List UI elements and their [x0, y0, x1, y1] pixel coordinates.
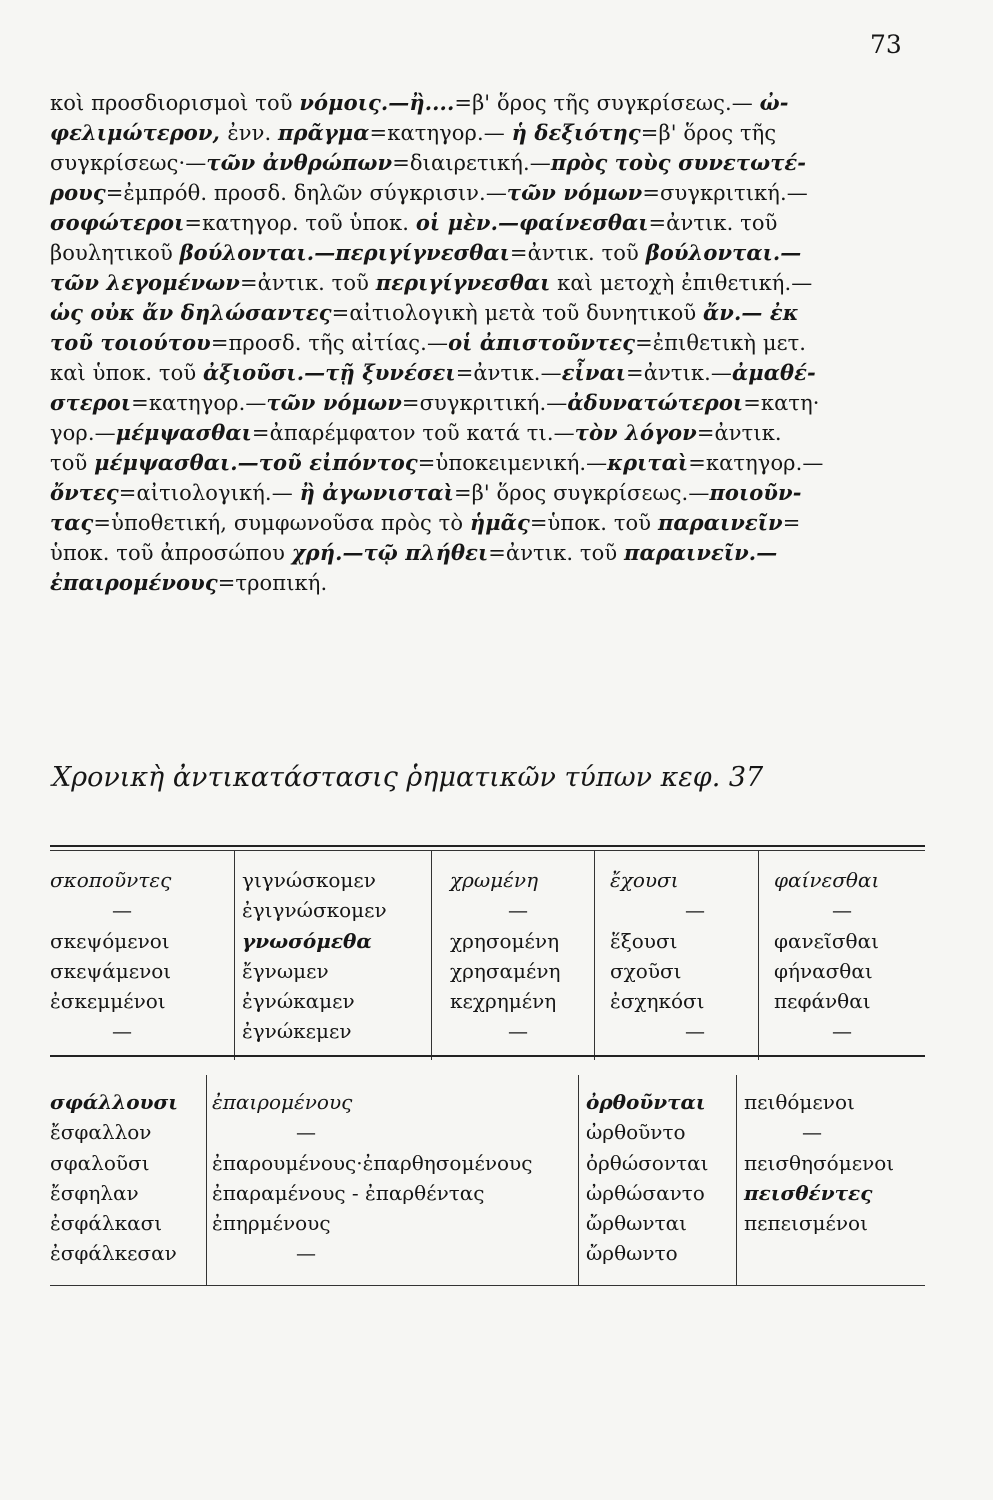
cited-word: ἐπαιρομένους: [50, 570, 218, 595]
cited-word: βούλονται.—περιγίγνεσθαι: [179, 240, 510, 265]
table-cell: σχοῦσι: [610, 958, 682, 983]
text-segment: =ἀντικ.: [696, 421, 782, 445]
table-cell: ἐπαιρομένους: [212, 1090, 353, 1114]
table-cell: χρησομένη: [450, 928, 560, 953]
text-segment: =ὑποκ. τοῦ: [529, 511, 658, 535]
cited-word: τὸν λόγον: [574, 420, 697, 445]
cited-word: ρους: [50, 180, 106, 205]
table-cell: ὤρθωντο: [586, 1241, 678, 1266]
page-number: 73: [870, 30, 902, 59]
text-segment: =β' ὅρος τῆς: [640, 121, 777, 145]
cited-word: τῶν νόμων: [506, 180, 643, 205]
cited-word: σοφώτεροι: [50, 210, 185, 235]
table-cell: γνωσόμεθα: [242, 928, 372, 953]
text-line: [50, 118, 920, 148]
table-cell: ἐπαραμένους - ἐπαρθέντας: [212, 1180, 485, 1205]
cited-word: στεροι: [50, 390, 132, 415]
cited-word: ἢ ἀγωνισταὶ: [299, 480, 454, 505]
cited-word: πρὸς τοὺς συνετωτέ-: [550, 150, 807, 175]
text-line: [50, 508, 920, 538]
text-segment: =ἀντικ.—: [455, 361, 562, 385]
cited-word: ἡ δεξιότης: [511, 120, 641, 145]
cited-word: τῶν ἀνθρώπων: [206, 150, 393, 175]
text-segment: =ἐπιθετικὴ μετ.: [635, 331, 807, 355]
table-cell: σκεψόμενοι: [50, 928, 170, 953]
cited-word: ἀξιοῦσι.—τῇ ξυνέσει: [203, 360, 456, 385]
table-cell: —: [296, 1241, 316, 1266]
cited-word: ὄντες: [50, 480, 119, 505]
table-cell: —: [832, 1019, 852, 1044]
cited-word: ὡς οὐκ ἄν δηλώσαντες: [50, 300, 332, 325]
cited-word: τῶν λεγομένων: [50, 270, 240, 295]
table1-col-3: [450, 865, 561, 1047]
table-cell: γιγνώσκομεν: [242, 868, 376, 892]
table-cell: χρωμένη: [450, 868, 539, 892]
cited-word: ἀμαθέ-: [732, 360, 816, 385]
table-cell: ἐσχηκόσι: [610, 989, 705, 1014]
cited-word: τοῦ τοιούτου: [50, 330, 211, 355]
table-cell: ἐγνώκεμεν: [242, 1019, 352, 1044]
text-segment: καὶ μετοχὴ ἐπιθετική.—: [550, 271, 813, 295]
table1-col-1: [50, 865, 171, 1047]
cited-word: τῶν νόμων: [266, 390, 402, 415]
table-cell: πεπεισμένοι: [744, 1211, 868, 1236]
column-divider: [594, 850, 595, 1060]
text-segment: =προσδ. τῆς αἰτίας.—: [210, 331, 449, 355]
table-cell: ἐγιγνώσκομεν: [242, 898, 387, 923]
cited-word: ἀδυνατώτεροι: [567, 390, 744, 415]
text-line: [50, 238, 920, 268]
text-segment: =β' ὅρος τῆς συγκρίσεως.—: [454, 91, 760, 115]
text-line: [50, 88, 920, 118]
text-line: [50, 358, 920, 388]
cited-word: πρᾶγμα: [278, 120, 370, 145]
text-segment: =ὑποκειμενική.—: [417, 451, 608, 475]
cited-word: κριταὶ: [607, 450, 689, 475]
text-segment: =ἀπαρέμφατον τοῦ κατά τι.—: [251, 421, 575, 445]
table-cell: σκοποῦντες: [50, 868, 172, 892]
text-segment: =ὑποθετική, συμφωνοῦσα πρὸς τὸ: [93, 511, 470, 535]
table2-col-4: [744, 1087, 894, 1238]
table-cell: σφάλλουσι: [50, 1090, 178, 1114]
text-segment: =β' ὅρος συγκρίσεως.—: [453, 481, 710, 505]
table-cell: φανεῖσθαι: [774, 928, 879, 953]
text-segment: =ἐμπρόθ. προσδ. δηλῶν σύγκρισιν.—: [105, 181, 507, 205]
table-cell: ὤρθωνται: [586, 1211, 687, 1236]
table-rule-top-thin: [50, 850, 925, 851]
text-line: [50, 568, 920, 598]
table-rule-bottom: [50, 1285, 925, 1286]
table-cell: —: [685, 898, 705, 923]
text-segment: =ἀντικ. τοῦ: [648, 211, 778, 235]
column-divider: [736, 1075, 737, 1285]
table-rule-top: [50, 845, 925, 847]
table1-col-5: [774, 865, 879, 1047]
column-divider: [758, 850, 759, 1060]
section-title: Χρονικὴ ἀντικατάστασις ῥηματικῶν τύπων κεφ. 37: [52, 762, 764, 793]
table-cell: κεχρημένη: [450, 989, 557, 1014]
verb-table-2: [50, 1063, 925, 1291]
table-rule-bottom: [50, 1055, 925, 1057]
cited-word: βούλονται.—: [645, 240, 802, 265]
text-line: [50, 298, 920, 328]
column-divider: [578, 1075, 579, 1285]
table-cell: —: [832, 898, 852, 923]
table-cell: —: [112, 1019, 132, 1044]
table-cell: ὀρθώσονται: [586, 1150, 709, 1175]
text-line: [50, 418, 920, 448]
cited-word: ἄν.— ἐκ: [703, 300, 799, 325]
cited-word: παραινεῖν.—: [624, 540, 778, 565]
cited-word: νόμοις.—ἢ....: [299, 90, 455, 115]
text-segment: =αἰτιολογική.—: [118, 481, 300, 505]
table-cell: ἔσφηλαν: [50, 1180, 139, 1205]
table-cell: σκεψάμενοι: [50, 958, 172, 983]
text-segment: =συγκριτική.—: [642, 181, 808, 205]
text-segment: ὑποκ. τοῦ ἀπροσώπου: [50, 541, 292, 565]
text-segment: =ἀντικ.—: [626, 361, 733, 385]
cited-word: ἡμᾶς: [469, 510, 530, 535]
text-segment: καὶ ὑποκ. τοῦ: [50, 361, 204, 385]
table-cell: ὠρθώσαντο: [586, 1180, 705, 1205]
text-segment: =τροπική.: [217, 571, 328, 595]
cited-word: περιγίγνεσθαι: [375, 270, 551, 295]
table-cell: φαίνεσθαι: [774, 868, 880, 892]
text-line: [50, 478, 920, 508]
table-cell: πειθόμενοι: [744, 1090, 855, 1114]
table-cell: —: [685, 1019, 705, 1044]
table-cell: —: [802, 1120, 822, 1145]
table-cell: ἐπαρουμένους·ἐπαρθησομένους: [212, 1150, 533, 1175]
text-segment: =ἀντικ. τοῦ: [239, 271, 376, 295]
cited-word: εἶναι: [561, 360, 627, 385]
text-segment: =κατηγορ.—: [131, 391, 267, 415]
table-cell: ἐσκεμμένοι: [50, 989, 166, 1014]
table-cell: —: [508, 898, 528, 923]
text-line: [50, 268, 920, 298]
text-segment: =ἀντικ. τοῦ: [488, 541, 624, 565]
table2-col-2: [212, 1087, 532, 1269]
table-cell: ἔχουσι: [610, 868, 679, 892]
commentary-text: [50, 88, 920, 598]
text-line: [50, 208, 920, 238]
text-segment: =αἰτιολογικὴ μετὰ τοῦ δυνητικοῦ: [331, 301, 704, 325]
text-segment: γορ.—: [50, 421, 116, 445]
table-cell: ἐπηρμένους: [212, 1211, 331, 1236]
text-segment: =κατη·: [743, 391, 820, 415]
table-cell: —: [112, 898, 132, 923]
table-cell: —: [296, 1120, 316, 1145]
text-segment: κοὶ προσδιορισμοὶ τοῦ: [50, 91, 300, 115]
table-cell: πεφάνθαι: [774, 989, 871, 1014]
table1-col-2: [242, 865, 387, 1047]
cited-word: ποιοῦν-: [709, 480, 802, 505]
column-divider: [206, 1075, 207, 1285]
table-cell: ἔγνωμεν: [242, 958, 329, 983]
text-segment: =κατηγορ.—: [688, 451, 824, 475]
text-segment: =κατηγορ. τοῦ ὑποκ.: [184, 211, 416, 235]
cited-word: χρή.—τῷ πλήθει: [291, 540, 489, 565]
table-cell: ἐγνώκαμεν: [242, 989, 355, 1014]
text-line: [50, 448, 920, 478]
cited-word: παραινεῖν: [657, 510, 783, 535]
text-line: [50, 328, 920, 358]
table-cell: ὀρθοῦνται: [586, 1090, 706, 1114]
table-cell: ἔσφαλλον: [50, 1120, 152, 1145]
text-segment: βουλητικοῦ: [50, 241, 180, 265]
table2-col-3: [586, 1087, 708, 1269]
table-cell: ὠρθοῦντο: [586, 1120, 686, 1145]
text-segment: =κατηγορ.—: [369, 121, 512, 145]
text-line: [50, 148, 920, 178]
cited-word: μέμψασθαι.—τοῦ εἰπόντος: [94, 450, 418, 475]
table2-col-1: [50, 1087, 178, 1269]
column-divider: [234, 850, 235, 1060]
cited-word: τας: [50, 510, 94, 535]
table-cell: —: [508, 1019, 528, 1044]
text-line: [50, 178, 920, 208]
text-segment: =συγκριτική.—: [401, 391, 568, 415]
cited-word: φελιμώτερον,: [50, 120, 228, 145]
table-cell: ἐσφάλκεσαν: [50, 1241, 177, 1266]
text-segment: τοῦ: [50, 451, 95, 475]
table-cell: φήνασθαι: [774, 958, 873, 983]
table-cell: σφαλοῦσι: [50, 1150, 150, 1175]
text-segment: συγκρίσεως·—: [50, 151, 207, 175]
text-line: [50, 388, 920, 418]
table-cell: πεισθέντες: [744, 1180, 873, 1205]
text-line: [50, 538, 920, 568]
text-segment: =ἀντικ. τοῦ: [509, 241, 646, 265]
verb-table-1: [50, 845, 925, 1060]
text-segment: ἐνν.: [227, 121, 279, 145]
text-segment: =: [782, 511, 801, 535]
table-cell: ἕξουσι: [610, 928, 678, 953]
cited-word: ὠ-: [759, 90, 789, 115]
cited-word: οἱ ἀπιστοῦντες: [448, 330, 636, 355]
cited-word: οἱ μὲν.—φαίνεσθαι: [415, 210, 649, 235]
table-cell: πεισθησόμενοι: [744, 1150, 895, 1175]
table1-col-4: [610, 865, 705, 1047]
cited-word: μέμψασθαι: [115, 420, 252, 445]
table-cell: ἐσφάλκασι: [50, 1211, 163, 1236]
text-segment: =διαιρετική.—: [392, 151, 551, 175]
column-divider: [431, 850, 432, 1060]
table-cell: χρησαμένη: [450, 958, 561, 983]
